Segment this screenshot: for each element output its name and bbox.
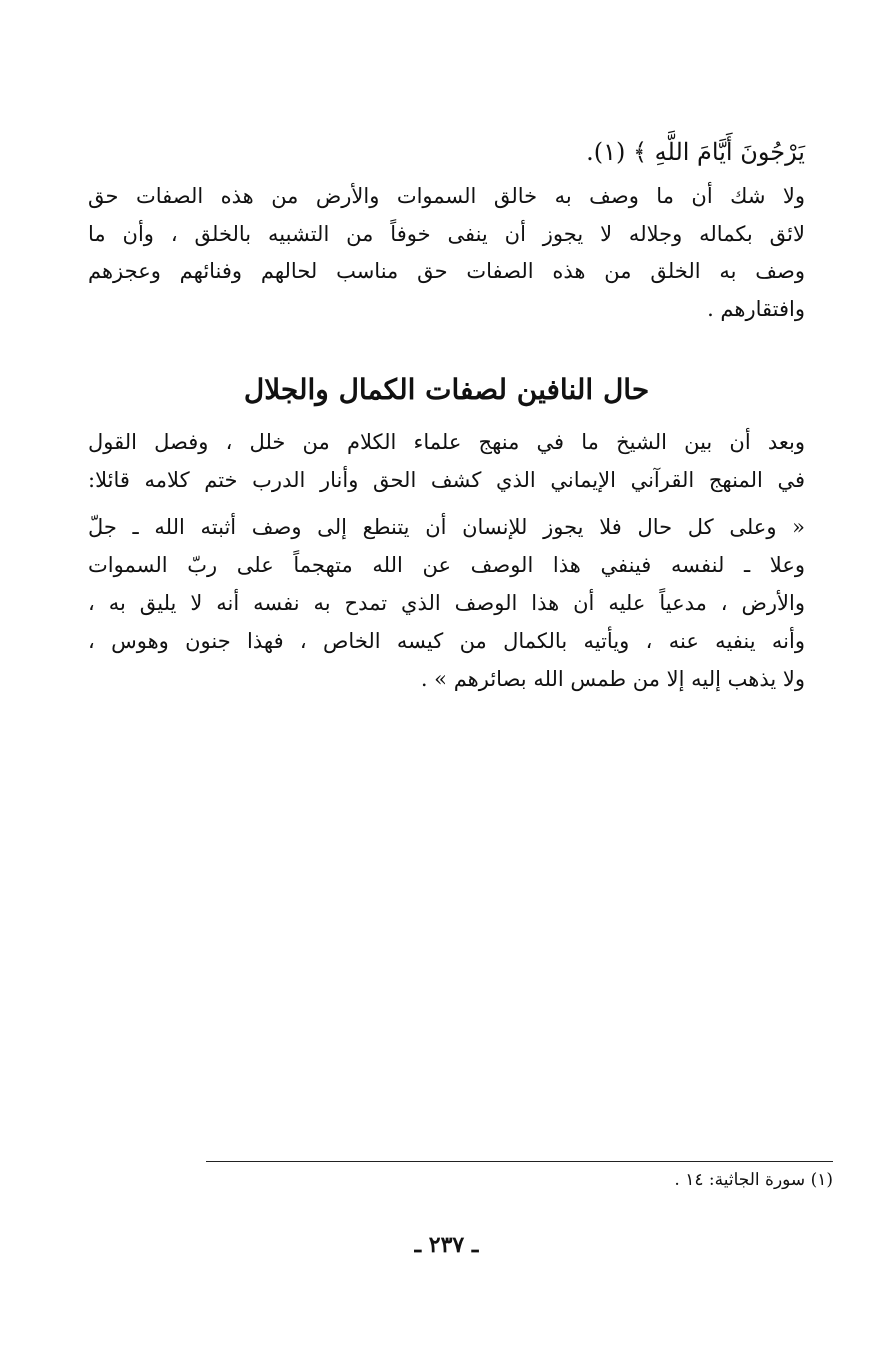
page-number: ـ ٢٣٧ ـ — [414, 1232, 479, 1258]
paragraph-2-line-1: وبعد أن بين الشيخ ما في منهج علماء الكلام من خلل ، وفصل القول — [88, 430, 805, 454]
quotation-line-5: ولا يذهب إليه إلا من طمس الله بصائرهم » . — [420, 667, 805, 691]
paragraph-1-line-3: وصف به الخلق من هذه الصفات حق مناسب لحالهم وفنائهم وعجزهم — [88, 259, 805, 284]
quotation-line-2: وعلا ـ لنفسه فينفي هذا الوصف عن الله متهجماً على ربّ السموات — [88, 553, 805, 577]
footnote: (١) سورة الجاثية: ١٤ . — [674, 1170, 833, 1190]
paragraph-1-line-1: ولا شك أن ما وصف به خالق السموات والأرض من هذه الصفات حق — [88, 184, 805, 208]
quotation — [88, 508, 805, 698]
quotation-line-1: « وعلى كل حال فلا يجوز للإنسان أن يتنطع إلى وصف أثبته الله ـ جلّ — [88, 515, 805, 539]
quotation-line-4: وأنه ينفيه عنه ، ويأتيه بالكمال من كيسه الخاص ، فهذا جنون وهوس ، — [88, 629, 805, 653]
paragraph-2 — [88, 424, 805, 499]
verse-continuation — [88, 132, 805, 172]
section-heading: حال النافين لصفات الكمال والجلال — [243, 373, 650, 406]
paragraph-1-line-2: لائق بكماله وجلاله لا يجوز أن ينفى خوفاً من التشبيه بالخلق ، وأن ما — [88, 221, 805, 246]
footnote-divider — [206, 1161, 833, 1162]
verse-text: يَرْجُونَ أَيَّامَ اللَّهِ ﴾ (١). — [586, 138, 805, 166]
quotation-line-3: والأرض ، مدعياً عليه أن هذا الوصف الذي تمدح به نفسه أنه لا يليق به ، — [88, 591, 805, 615]
paragraph-1 — [88, 178, 805, 328]
paragraph-1-line-4: وافتقارهم . — [707, 296, 805, 321]
paragraph-2-line-2: في المنهج القرآني الإيماني الذي كشف الحق وأنار الدرب ختم كلامه قائلا: — [88, 467, 805, 492]
